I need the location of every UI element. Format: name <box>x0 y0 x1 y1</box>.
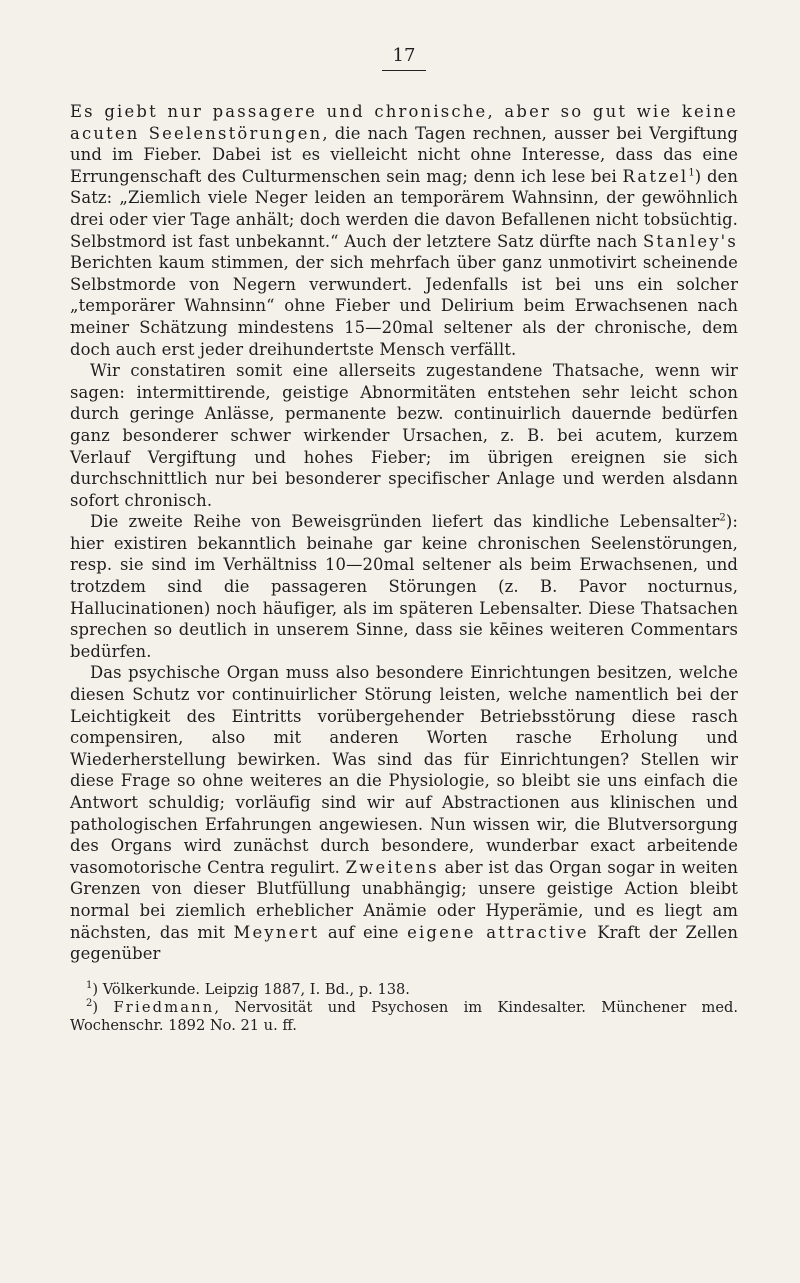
footnote <box>70 981 738 999</box>
paragraph <box>70 662 738 964</box>
text-run: auf eine <box>319 922 408 942</box>
paragraph <box>70 360 738 511</box>
text-run: ) Völkerkunde. Leipzig 1887, I. Bd., p. 138. <box>92 980 410 998</box>
page-number: 17 <box>382 44 426 71</box>
text-run: ) den Satz: „Ziemlich viele Neger leiden an temporärem Wahnsinn, der gewöhnlich drei oder vier Tage anhält; doch werden die davon Befallenen nicht tobsüchtig. Selbstmord ist fast unbekannt.“ Auch der letztere Satz dürfte nach <box>70 166 739 251</box>
spaced-text: Friedmann <box>113 998 215 1016</box>
text-run: aber ist das Organ sogar in weiten Grenzen von dieser Blutfüllung unabhängig; unsere geistige Action bleibt normal bei ziemlich erheblicher Anämie oder Hyperämie, und es liegt am nächsten, das mit <box>70 857 738 942</box>
paragraph <box>70 511 738 662</box>
text-run: Berichten kaum stimmen, der sich mehrfach über ganz unmotivirt scheinende Selbstmorde von Negern verwundert. Jedenfalls ist bei uns ein solcher „temporärer Wahnsinn“ ohne Fieber und Delirium beim Erwachsenen nach meiner Schätzung mindestens 15—20mal seltener als der chronische, dem doch auch erst jeder dreihundertste Mensch verfällt. <box>70 253 738 359</box>
spaced-text: Es giebt nur passagere und chronische, aber so gut wie keine acuten Seelenstörungen <box>70 102 738 143</box>
text-run: Wir constatiren somit eine allerseits zugestandene Thatsache, wenn wir sagen: intermittirende, geistige Abnormitäten entstehen sehr leicht schon durch geringe Anlässe, permanente bezw. continuirlich dauernde bedürfen ganz besonderer schwer wirkender Ursachen, z. B. bei acutem, kurzem Verlauf Vergiftung und hohes Fieber; im übrigen ereignen sie sich durchschnittlich nur bei besonderer specifischer Anlage und werden alsdann sofort chronisch. <box>70 361 738 510</box>
footnote-ref: 2 <box>86 997 93 1009</box>
text-run: ): hier existiren bekanntlich beinahe gar keine chronischen Seelenstörungen, resp. sie sind im Verhältniss 10—20mal seltener als beim Erwachsenen, und trotzdem sind die passageren Störungen (z. B. Pavor nocturnus, Hallucinationen) noch häufiger, als im späteren Lebensalter. Diese Thatsachen sprechen so deutlich in unserem Sinne, dass sie kēines weiteren Commentars bedürfen. <box>70 512 738 661</box>
spaced-text: Stanley's <box>642 231 738 251</box>
footnote-ref: 1 <box>86 979 93 991</box>
footnote-ref: 1 <box>688 167 695 179</box>
text-run: ) <box>92 998 114 1016</box>
text-run: , die nach Tagen rechnen, ausser bei Vergiftung und im Fieber. Dabei ist es vielleicht nicht ohne Interesse, dass das eine Errungenschaft des Culturmenschen sein mag; denn ich lese bei <box>70 123 738 186</box>
spaced-text: Ratzel <box>622 166 689 186</box>
spaced-text: Zweitens <box>345 857 439 877</box>
spaced-text: eigene attractive <box>407 922 589 942</box>
spaced-text: Meynert <box>233 922 320 942</box>
text-run: , Nervosität und Psychosen im Kindesalter. Münchener med. Wochenschr. 1892 No. 21 u. ff. <box>70 998 738 1034</box>
footnotes <box>70 981 738 1035</box>
body-text <box>70 101 738 965</box>
text-run: Das psychische Organ muss also besondere Einrichtungen besitzen, welche diesen Schutz vor continuirlicher Störung leisten, welche namentlich bei der Leichtigkeit des Eintritts vorübergehender Betriebsstörung diese rasch compensiren, also mit anderen Worten rasche Erholung und Wiederherstellung bewirken. Was sind das für Einrichtungen? Stellen wir diese Frage so ohne weiteres an die Physiologie, so bleibt sie uns einfach die Antwort schuldig; vorläufig sind wir auf Abstractionen aus klinischen und pathologischen Erfahrungen angewiesen. Nun wissen wir, die Blutversorgung des Organs wird zunächst durch besondere, wunderbar exact arbeitende vasomotorische Centra regulirt. <box>70 663 738 877</box>
footnote-ref: 2 <box>719 512 726 524</box>
paragraph <box>70 101 738 360</box>
text-run: Kraft der Zellen gegenüber <box>70 922 738 964</box>
text-run: Die zweite Reihe von Beweisgründen liefert das kindliche Lebensalter <box>90 512 720 532</box>
book-page <box>70 44 738 1035</box>
footnote <box>70 999 738 1035</box>
